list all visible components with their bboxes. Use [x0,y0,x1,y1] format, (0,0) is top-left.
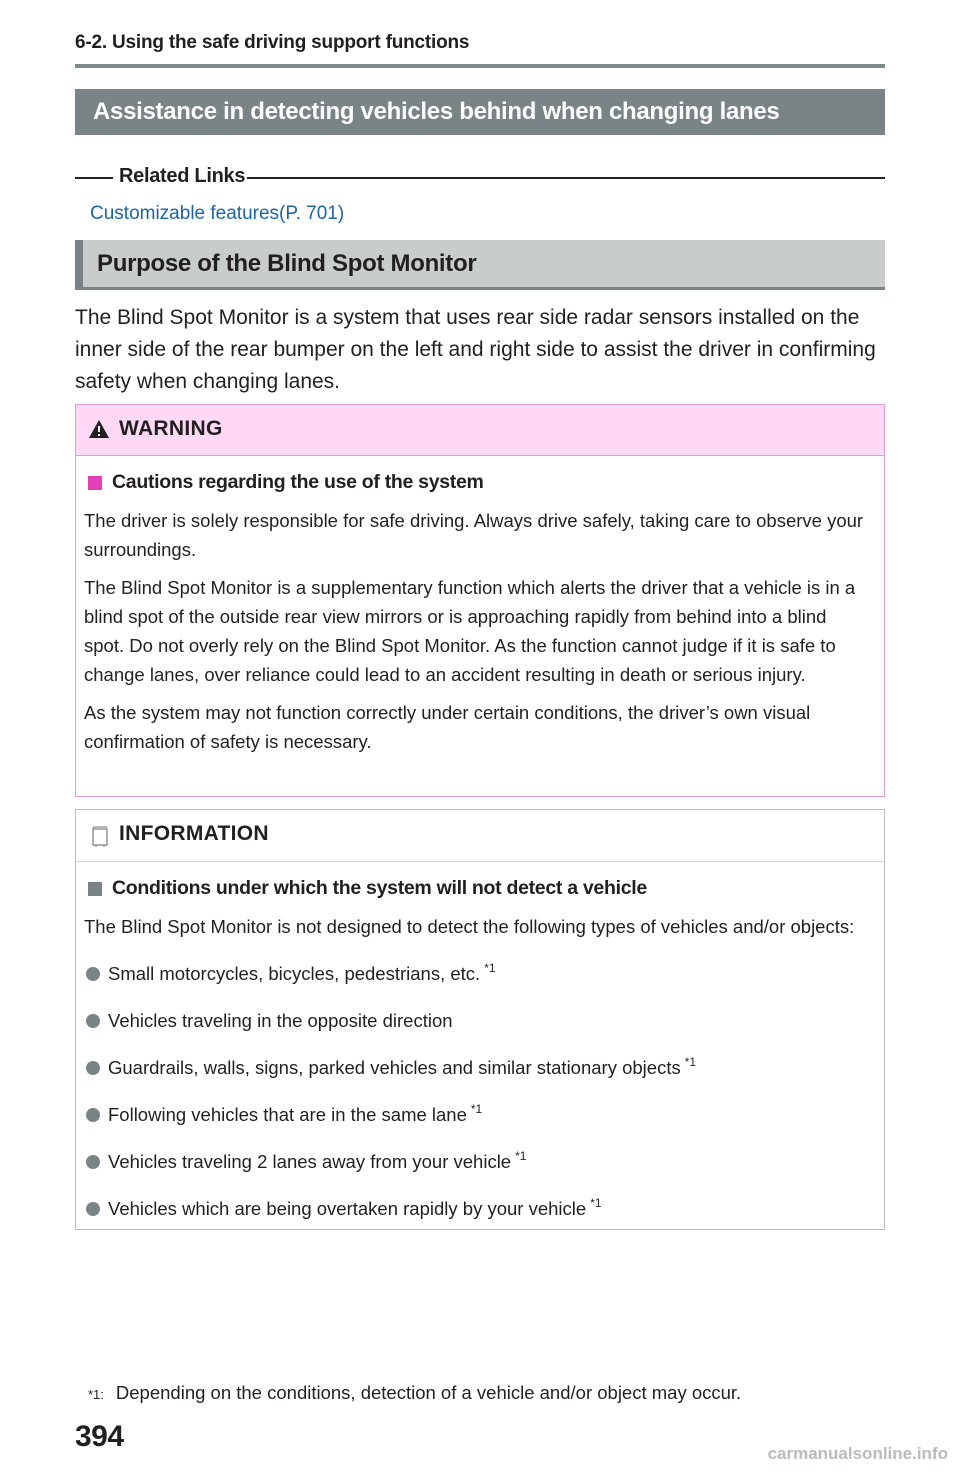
list-item: Following vehicles that are in the same lane $^{*1}$ [84,1095,870,1129]
warning-header [76,405,884,456]
footnote-ref: *1 [484,961,496,975]
notebook-icon [92,826,109,847]
divider-left [75,177,113,179]
footnote-ref: *1 [515,1149,527,1163]
information-heading-text: Conditions under which the system will not detect a vehicle [112,877,647,899]
warning-heading [84,468,870,497]
warning-box [75,404,885,797]
footnote-text: Depending on the conditions, detection of a vehicle and/or object may occur. [115,1382,742,1403]
warning-paragraph: The driver is solely responsible for safe driving. Always drive safely, taking care to observe your surroundings. [84,510,864,560]
header-rule [75,64,885,68]
warning-heading-text: Cautions regarding the use of the system [112,471,484,493]
list-item: Vehicles which are being overtaken rapidly by your vehicle $^{*1}$ [84,1189,870,1223]
list-item: Small motorcycles, bicycles, pedestrians, etc. $^{*1}$ [84,954,870,988]
bullet-icon [86,1061,100,1075]
square-bullet-icon [88,476,102,490]
warning-body [76,456,884,756]
footnote-mark: *1: [88,1387,104,1402]
intro-paragraph: The Blind Spot Monitor is a system that uses rear side radar sensors installed on the inner side of the rear bumper on the left and right side to assist the driver in confirming safety when changing lanes. [75,306,876,393]
bullet-icon [86,967,100,981]
bullet-icon [86,1155,100,1169]
list-item: Vehicles traveling 2 lanes away from your vehicle $^{*1}$ [84,1142,870,1176]
customizable-features-link[interactable]: Customizable features(P. 701) [90,203,345,224]
footnote-ref: *1 [590,1196,602,1210]
related-links-row [75,165,885,191]
bullet-icon [86,1202,100,1216]
list-item: Vehicles traveling in the opposite direction [84,1001,870,1035]
related-links-label: Related Links [119,165,246,187]
bullet-icon [86,1108,100,1122]
footnote-ref: *1 [470,1102,483,1116]
divider-right [247,177,885,179]
vehicle-type-list [84,954,870,1223]
section-title: Assistance in detecting vehicles behind when changing lanes [75,89,885,135]
warning-title: WARNING [119,417,223,440]
chapter-header: 6-2. Using the safe driving support functions [75,32,470,53]
subsection-accent [75,240,83,287]
warning-paragraph: The Blind Spot Monitor is a supplementary function which alerts the driver that a vehicle is in a blind spot of the outside rear view mirrors or is approaching rapidly from behind into a blind spot. Do not overly rely on the Blind Spot Monitor. As the function cannot judge if it is safe to change lanes, over reliance could lead to an accident resulting in death or serious injury. [84,577,856,685]
information-box [75,809,885,1230]
subsection-title: Purpose of the Blind Spot Monitor [97,250,477,277]
subsection-header [75,240,885,290]
square-bullet-icon [88,882,102,896]
information-heading [84,874,870,903]
information-title: INFORMATION [119,822,269,845]
footnote [88,1382,741,1404]
information-body [76,862,884,1223]
bullet-icon [86,1014,100,1028]
footnote-ref: *1 [684,1055,697,1069]
information-intro: The Blind Spot Monitor is not designed to detect the following types of vehicles and/or objects: [84,916,855,937]
list-item: Guardrails, walls, signs, parked vehicles and similar stationary objects $^{*1}$ [84,1048,870,1082]
warning-triangle-icon [88,419,110,439]
information-header [76,810,884,862]
page-number: 394 [75,1420,124,1453]
watermark: carmanualsonline.info [767,1444,948,1463]
warning-paragraph: As the system may not function correctly under certain conditions, the driver’s own visual confirmation of safety is necessary. [84,702,811,752]
